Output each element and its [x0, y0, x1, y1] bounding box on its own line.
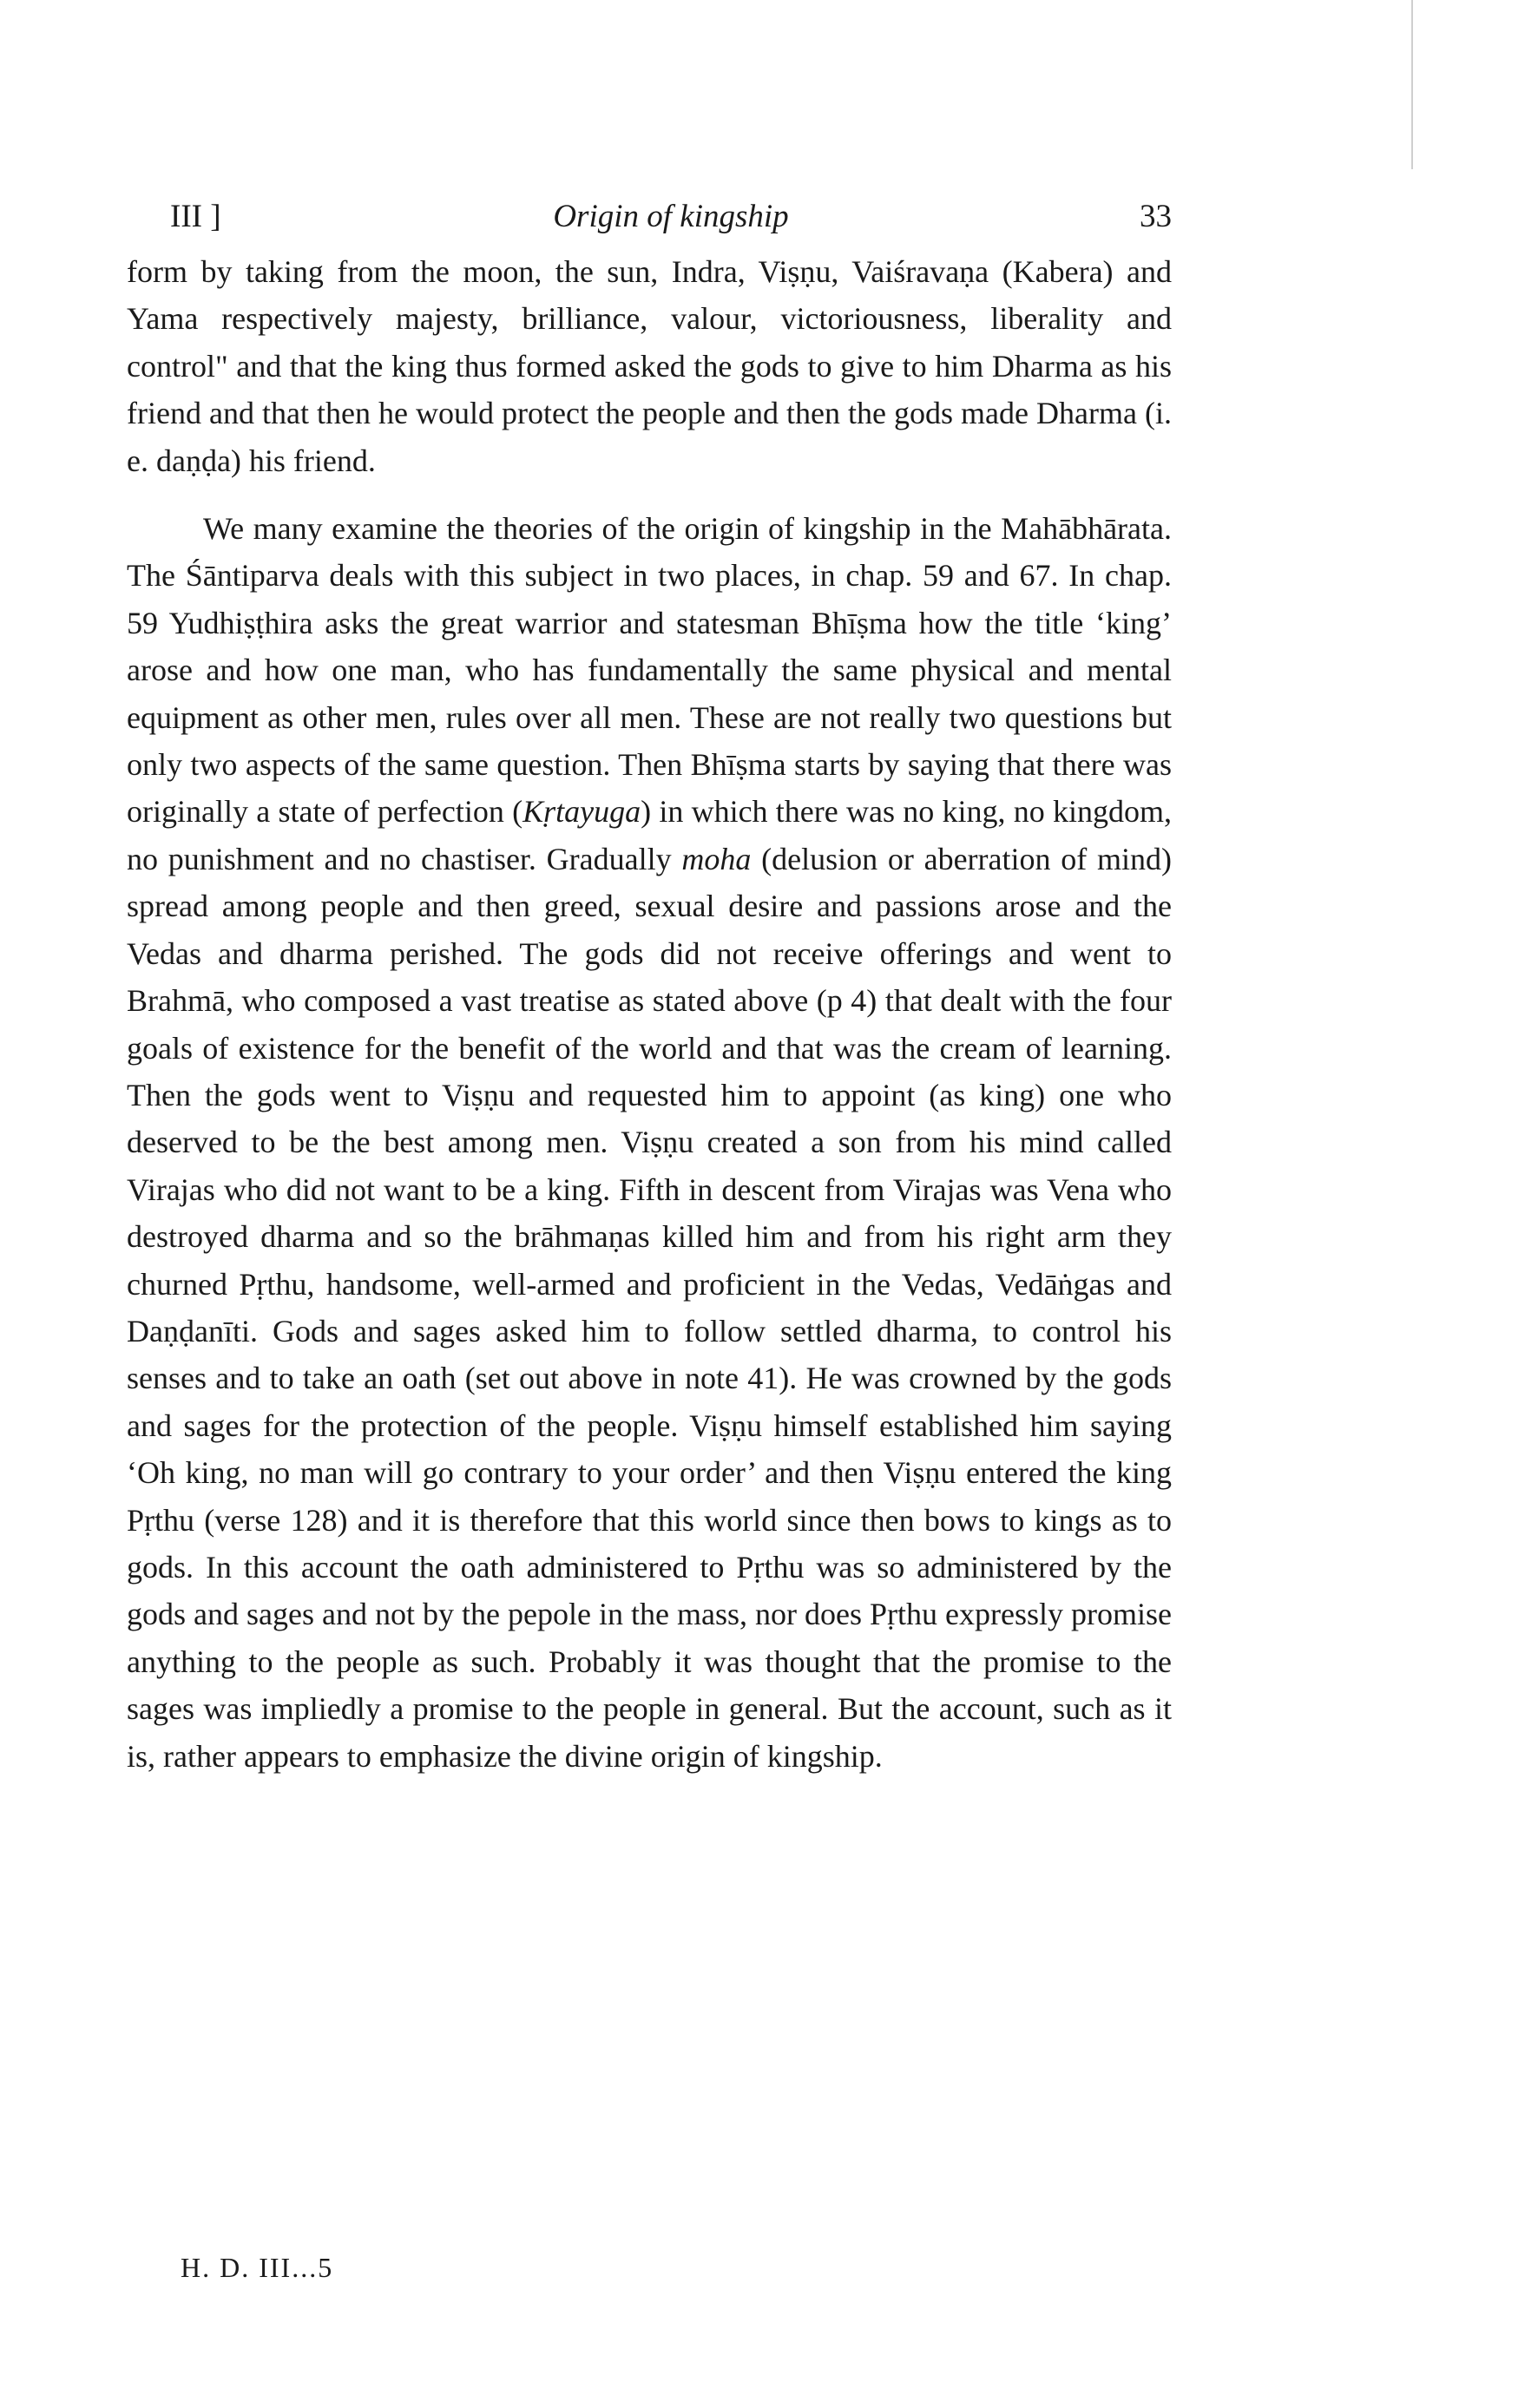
chapter-marker: III ]	[170, 199, 221, 234]
page-number: 33	[1140, 199, 1172, 234]
term-moha: moha	[681, 841, 752, 876]
page-body	[127, 248, 1172, 1780]
signature-mark: H. D. III...5	[181, 2252, 334, 2283]
paragraph-text-rest: (delusion or aberration of mind) spread among people and then greed, sexual desire and passions arose and the Vedas and dharma perished. The gods did not receive offerings and went to Brahmā, who composed a vast treatise as stated above (p 4) that dealt with the four goals of existence for the benefit of the world and that was the cream of learning. Then the gods went to Viṣṇu and requested him to appoint (as king) one who deserved to be the best among men. Viṣṇu created a son from his mind called Virajas who did not want to be a king. Fifth in descent from Virajas was Vena who destroyed dharma and so the brāhmaṇas killed him and from his right arm they churned Pṛthu, handsome, well-armed and proficient in the Vedas, Vedāṅgas and Daṇḍanīti. Gods and sages asked him to follow settled dharma, to control his senses and to take an oath (set out above in note 41). He was crowned by the gods and sages for the protection of the people. Viṣṇu himself established him saying ‘Oh king, no man will go contrary to your order’ and then Viṣṇu entered the king Pṛthu (verse 128) and it is therefore that this world since then bows to kings as to gods. In this account the oath administered to Pṛthu was so administered by the gods and sages and not by the pepole in the mass, nor does Pṛthu expressly promise anything to the people as such. Probably it was thought that the promise to the sages was impliedly a promise to the people in general. But the account, such as it is, rather appears to emphasize the divine origin of kingship.	[127, 841, 1172, 1774]
paragraph-text-lead: We many examine the theories of the origin of kingship in the Mahābhārata. The Śāntiparva deals with this subject in two places, in chap. 59 and 67. In chap. 59 Yudhiṣṭhira asks the great warrior and statesman Bhīṣma how the title ‘king’ arose and how one man, who has fundamentally the same physical and mental equipment as other men, rules over all men. These are not really two questions but only two aspects of the same question. Then Bhīṣma starts by saying that there was originally a state of perfection (	[127, 511, 1172, 830]
running-title: Origin of kingship	[553, 199, 789, 234]
term-krtayuga: Kṛtayuga	[523, 794, 641, 830]
paragraph-kingship-theories	[127, 505, 1172, 1780]
paragraph-text-mid: ) in which there was no king, no kingdom, no punishment and no chastiser. Gradually	[127, 794, 1172, 876]
paragraph-continuation: form by taking from the moon, the sun, Indra, Viṣṇu, Vaiśravaṇa (Kabera) and Yama respectively majesty, brilliance, valour, victoriousness, liberality and control" and that the king thus formed asked the gods to give to him Dharma as his friend and that then he would protect the people and then the gods made Dharma (i. e. daṇḍa) his friend.	[127, 254, 1172, 478]
running-header	[170, 198, 1172, 241]
scan-margin-line	[1411, 0, 1413, 169]
